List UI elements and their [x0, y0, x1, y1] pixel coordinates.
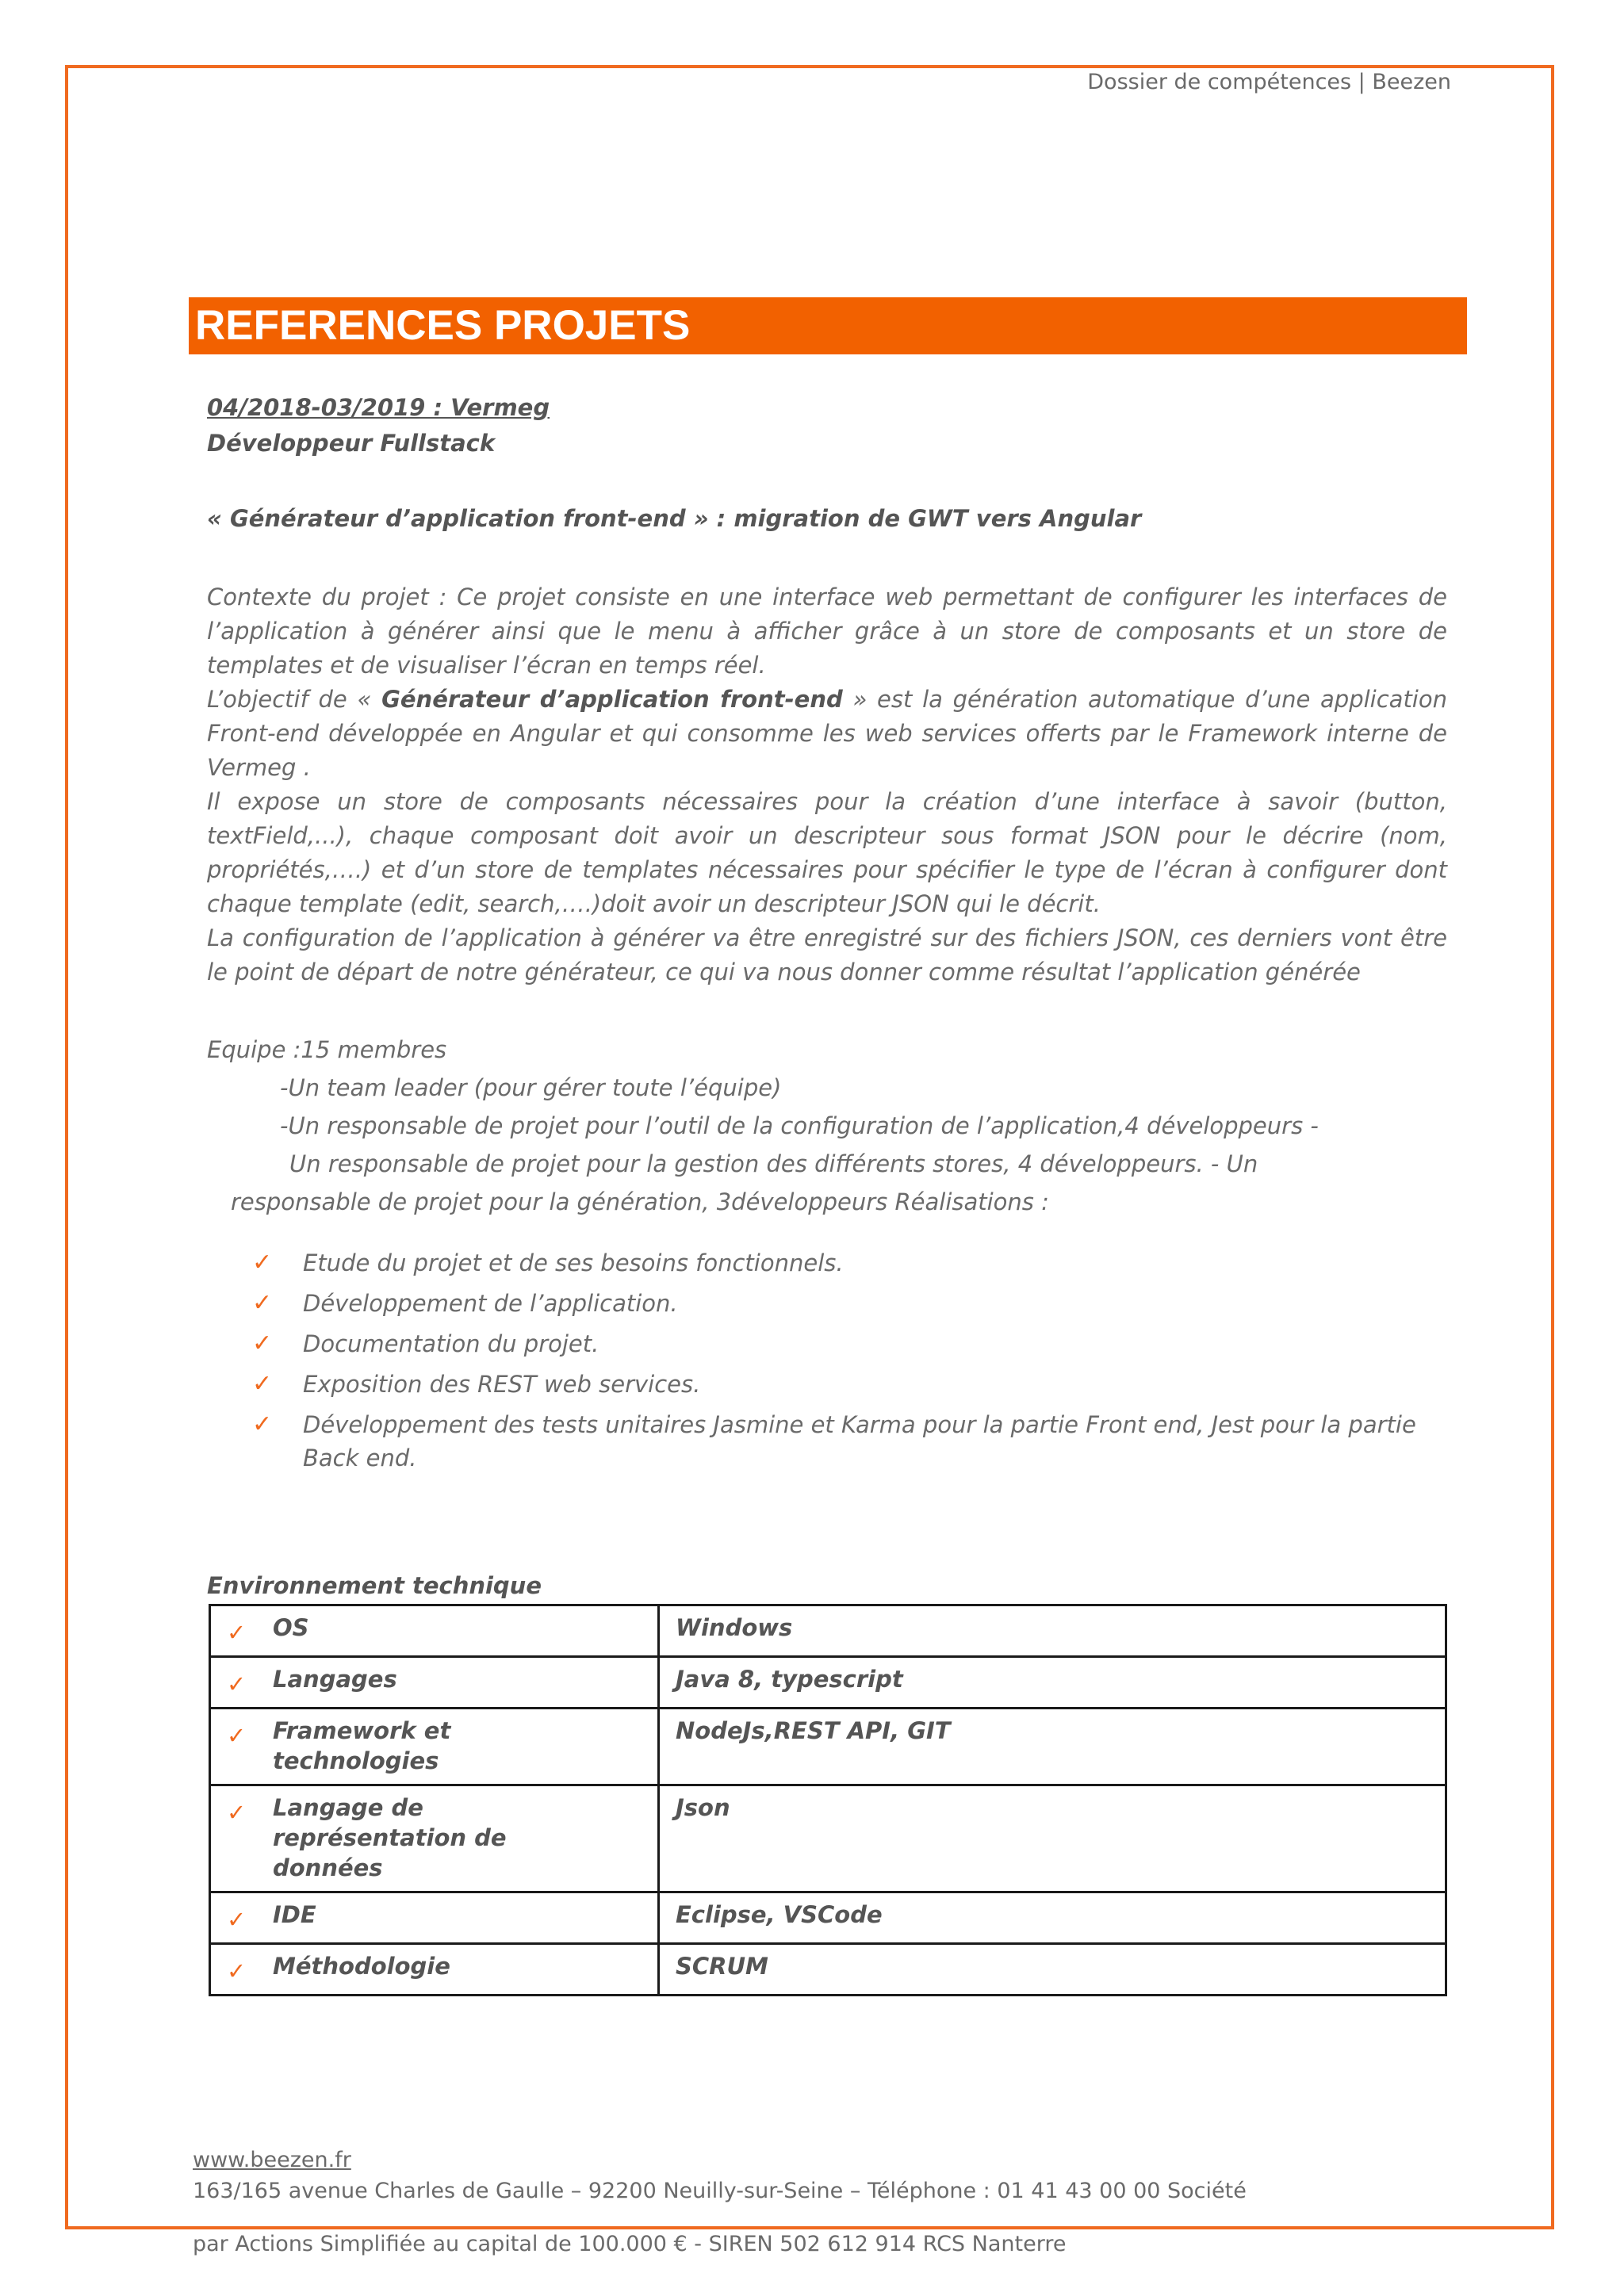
team-label: Equipe :15 membres: [207, 1036, 447, 1063]
website-link[interactable]: www.beezen.fr: [193, 2148, 351, 2172]
footer-address: 163/165 avenue Charles de Gaulle – 92200 Neuilly-sur-Seine – Téléphone : 01 41 43 00 00 Société: [193, 2179, 1247, 2203]
checkmark-icon: ✓: [252, 1410, 273, 1438]
project-title: « Générateur d’application front-end » : migration de GWT vers Angular: [207, 505, 1142, 532]
table-row: ✓ Langages Java 8, typescript: [210, 1657, 1446, 1709]
project-role: Développeur Fullstack: [207, 430, 496, 457]
project-context: [207, 580, 1447, 989]
table-row: ✓ Framework et technologies NodeJs,REST API, GIT: [210, 1709, 1446, 1785]
list-item: ✓ Etude du projet et de ses besoins fonctionnels.: [252, 1246, 1450, 1280]
checkmark-icon: ✓: [252, 1249, 273, 1276]
section-title: REFERENCES PROJETS: [189, 297, 1467, 354]
context-paragraph: Contexte du projet : Ce projet consiste en une interface web permettant de configurer les interfaces de l’application à générer ainsi que le menu à afficher grâce à un store de composants et un store de templates et de visualiser l’écran en temps réel.: [207, 584, 1447, 679]
team-line: -Un responsable de projet pour l’outil de la configuration de l’application,4 développeurs -: [280, 1112, 1319, 1139]
checkmark-icon: ✓: [252, 1370, 273, 1398]
table-row: ✓ Langage de représentation de données Json: [210, 1785, 1446, 1892]
list-item: ✓ Documentation du projet.: [252, 1327, 1450, 1360]
checkmark-icon: ✓: [227, 1957, 247, 1984]
realisations-list: [252, 1246, 1450, 1482]
checkmark-icon: ✓: [252, 1289, 273, 1317]
store-paragraph: Il expose un store de composants nécessaires pour la création d’une interface à savoir (button, textField,...), chaque composant doit avoir un descripteur sous format JSON pour le décrire (nom, propriétés,….) et d’un store de templates nécessaires pour spécifier le type de l’écran à configurer dont chaque template (edit, search,….)doit avoir un descripteur JSON qui le décrit.: [207, 788, 1447, 917]
checkmark-icon: ✓: [227, 1799, 247, 1826]
footer-legal: par Actions Simplifiée au capital de 100.000 € - SIREN 502 612 914 RCS Nanterre: [193, 2232, 1067, 2256]
objective-paragraph: L’objectif de « Générateur d’application front-end » est la génération automatique d’une application Front-end développée en Angular et qui consomme les web services offerts par le Framework interne de Vermeg .: [207, 686, 1447, 781]
list-item: ✓ Développement des tests unitaires Jasmine et Karma pour la partie Front end, Jest pour la partie Back end.: [252, 1408, 1450, 1475]
configuration-paragraph: La configuration de l’application à générer va être enregistré sur des fichiers JSON, ces derniers vont être le point de départ de notre générateur, ce qui va nous donner comme résultat l’application générée: [207, 924, 1447, 985]
checkmark-icon: ✓: [227, 1906, 247, 1933]
environment-title: Environnement technique: [207, 1572, 542, 1599]
environment-table: [209, 1604, 1447, 1996]
team-section: [207, 1031, 1447, 1221]
objective-highlight: Générateur d’application front-end: [381, 686, 843, 713]
team-line: -Un team leader (pour gérer toute l’équipe): [280, 1074, 782, 1101]
list-item: ✓ Développement de l’application.: [252, 1287, 1450, 1320]
table-row: ✓ Méthodologie SCRUM: [210, 1944, 1446, 1996]
checkmark-icon: ✓: [227, 1722, 247, 1749]
project-period: 04/2018-03/2019 : Vermeg: [207, 394, 550, 421]
checkmark-icon: ✓: [227, 1619, 247, 1646]
document-header: Dossier de compétences | Beezen: [1087, 70, 1451, 94]
team-line: responsable de projet pour la génération, 3développeurs Réalisations :: [231, 1188, 1049, 1215]
checkmark-icon: ✓: [227, 1670, 247, 1697]
table-row: ✓ IDE Eclipse, VSCode: [210, 1892, 1446, 1944]
table-row: ✓ OS Windows: [210, 1605, 1446, 1657]
list-item: ✓ Exposition des REST web services.: [252, 1368, 1450, 1401]
checkmark-icon: ✓: [252, 1330, 273, 1357]
team-line: Un responsable de projet pour la gestion des différents stores, 4 développeurs. - Un: [289, 1150, 1258, 1177]
